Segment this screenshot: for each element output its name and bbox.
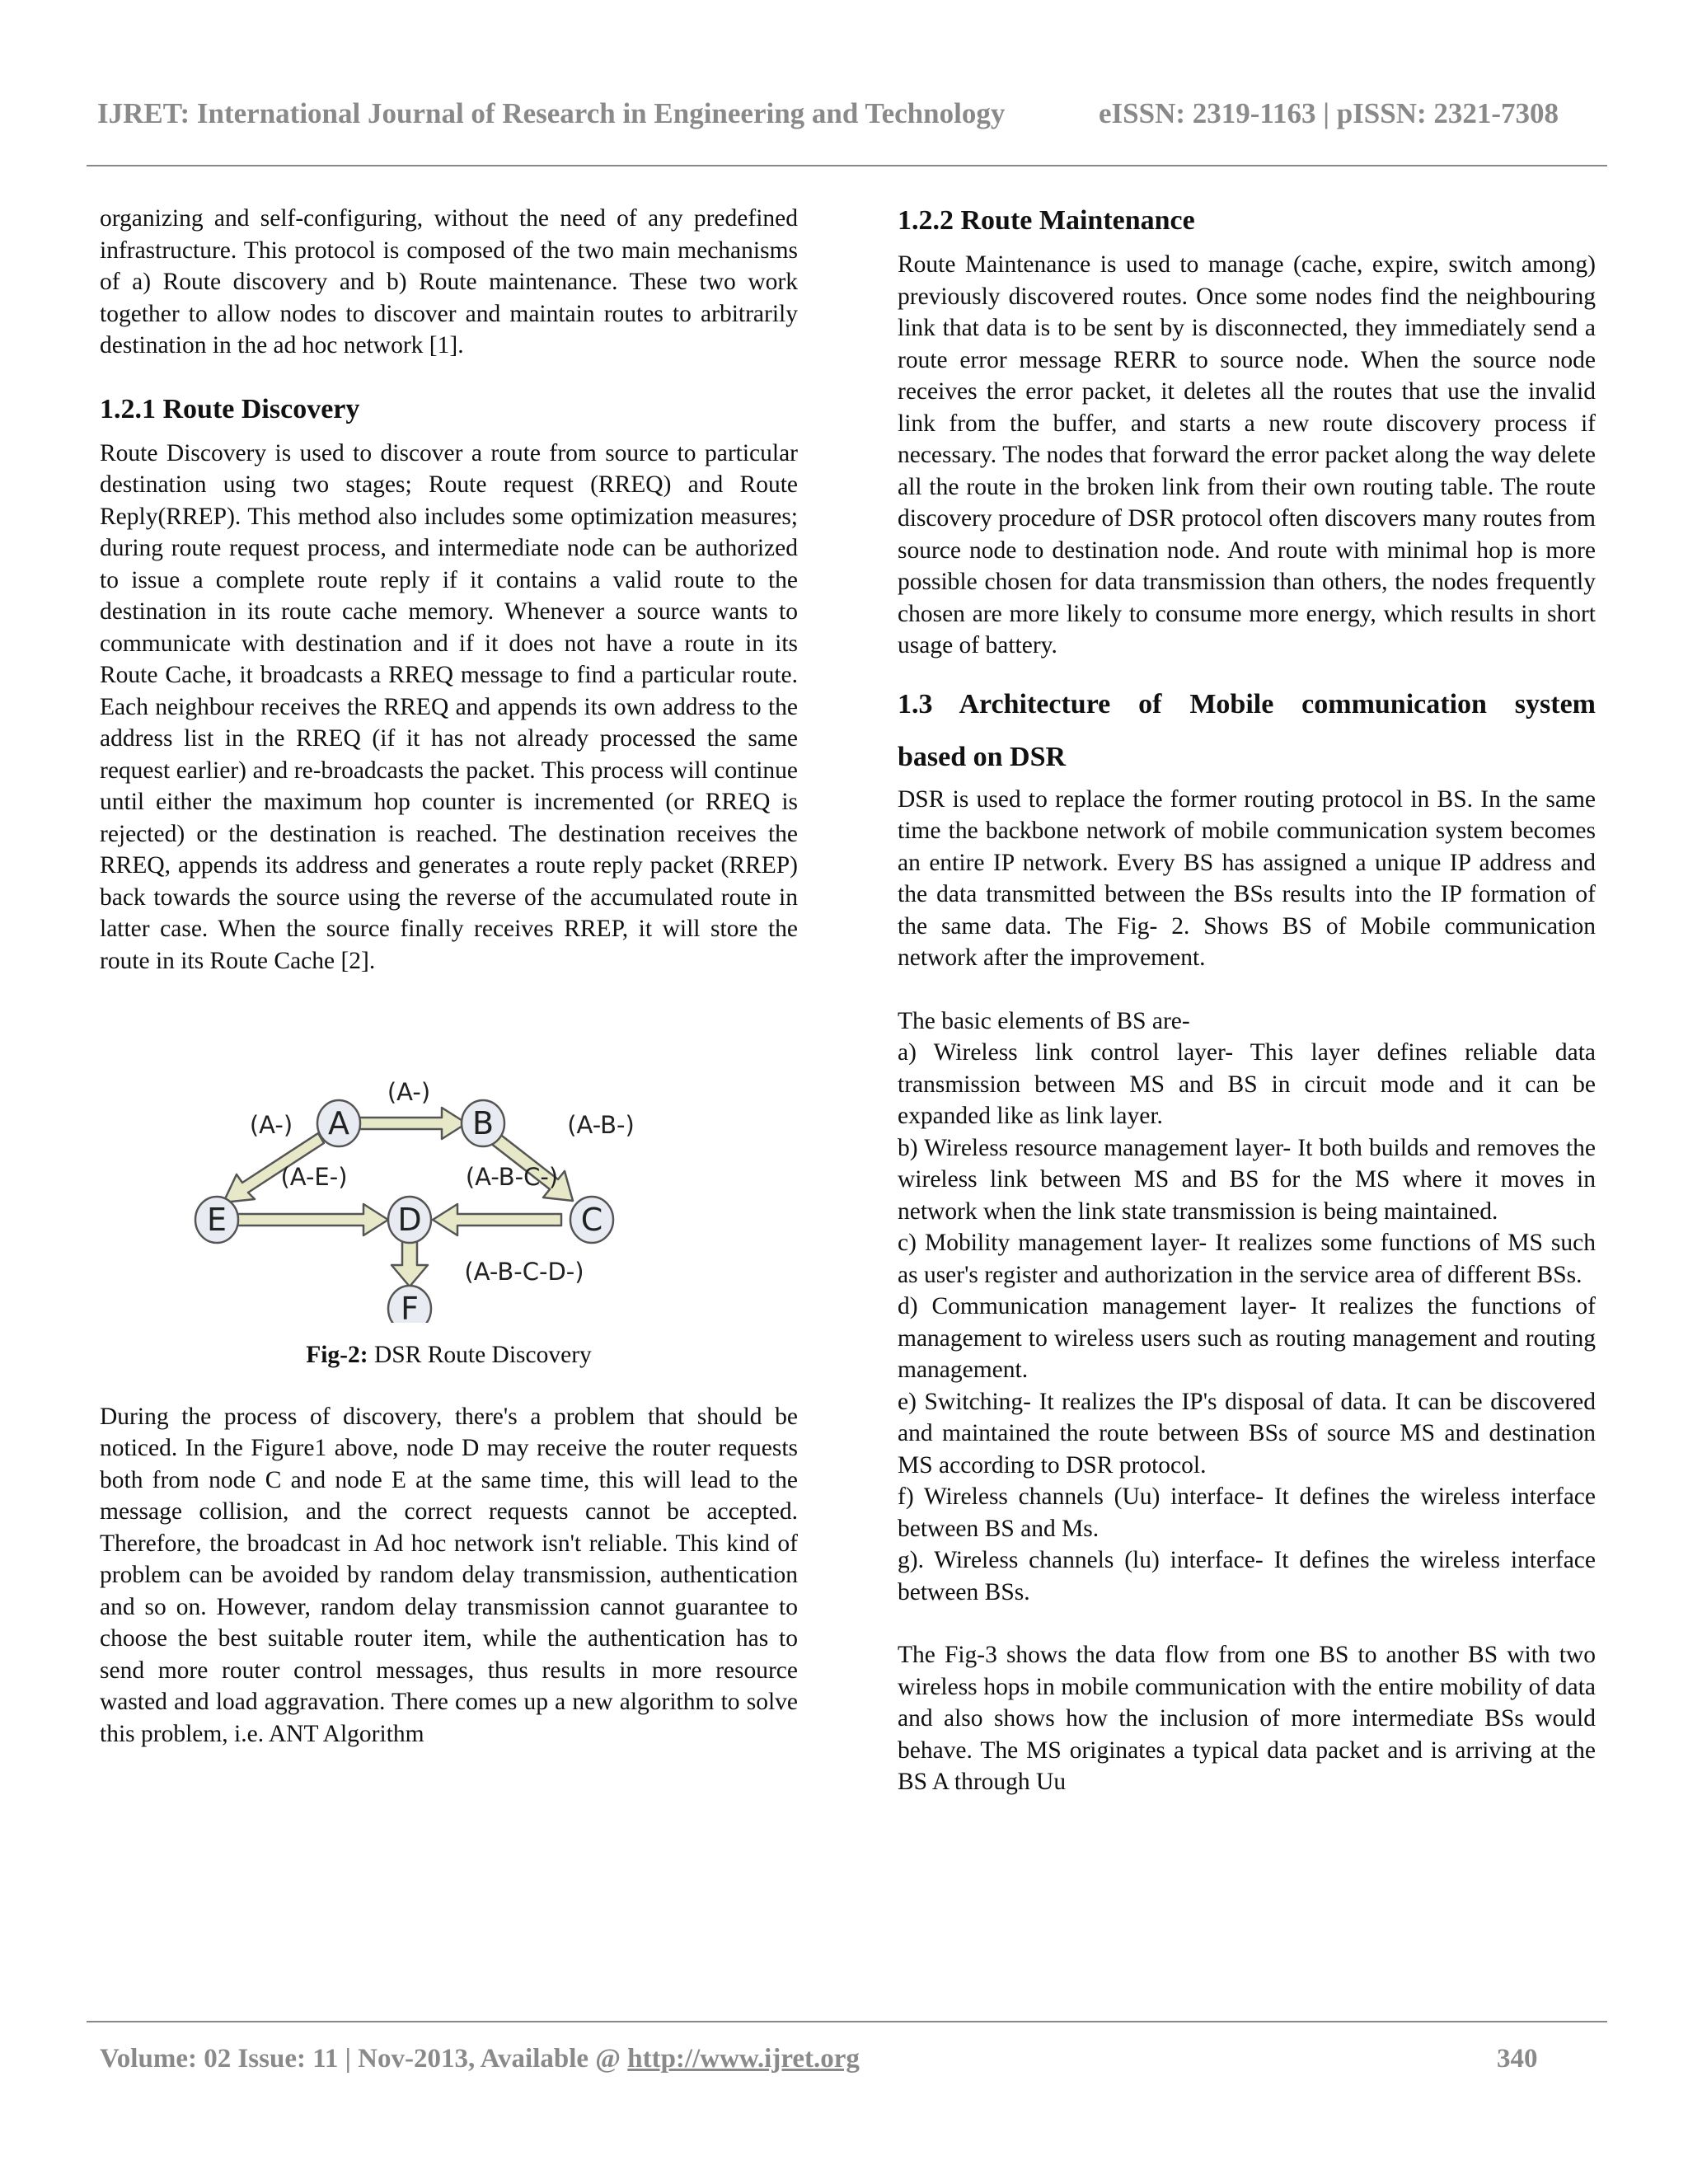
- route-maintenance-paragraph: Route Maintenance is used to manage (cache, expire, switch among) previously discovered routes. Once some nodes find the neighbouring link that data is to be sent by is disconnected, they immediately send a route error message RERR to source node. When the source node receives the error packet, it deletes all the routes that use the invalid link from the buffer, and starts a new route discovery process if necessary. The nodes that forward the error packet along the way delete all the route in the broken link from their own routing table. The route discovery procedure of DSR protocol often discovers many routes from source node to destination node. And route with minimal hop is more possible chosen for data transmission than others, the nodes frequently chosen are more likely to consume more energy, which results in short usage of battery.: [898, 251, 1596, 658]
- elements-intro: The basic elements of BS are-: [898, 1007, 1190, 1034]
- running-header: [97, 97, 1597, 130]
- arrow-c-d: [433, 1204, 561, 1235]
- route-discovery-paragraph: Route Discovery is used to discover a route from source to particular destination using two stages; Route request (RREQ) and Route Reply(RREP). This method also includes some optimization measures; during route request process, and intermediate node can be authorized to issue a complete route reply if it contains a valid route to the destination in its route cache memory. Whenever a source wants to communicate with destination and if it does not have a route in its Route Cache, it broadcasts a RREQ message to find a particular route. Each neighbour receives the RREQ and appends its own address to the address list in the RREQ (if it has not already processed the same request earlier) and re-broadcasts the packet. This process will continue until either the maximum hop counter is incremented (or RREQ is rejected) or the destination is reached. The destination receives the RREQ, appends its address and generates a route reply packet (RREP) back towards the source using the reverse of the accumulated route in latter case. When the source finally receives RREP, it will store the route in its Route Cache [2].: [100, 439, 798, 974]
- edge-label-c-d: (A-B-C-): [465, 1163, 559, 1191]
- footer-rule: [87, 2021, 1607, 2022]
- node-c-label: C: [580, 1202, 603, 1238]
- heading-route-maintenance: 1.2.2 Route Maintenance: [898, 205, 1195, 236]
- issn-info: eISSN: 2319-1163 | pISSN: 2321-7308: [1099, 97, 1559, 129]
- heading-route-discovery: 1.2.1 Route Discovery: [100, 393, 360, 424]
- journal-link[interactable]: http://www.ijret.org: [627, 2044, 860, 2074]
- running-footer: [100, 2044, 1600, 2074]
- caption-text: DSR Route Discovery: [368, 1342, 592, 1368]
- node-f-label: F: [401, 1291, 419, 1323]
- element-item: f) Wireless channels (Uu) interface- It defines the wireless interface between BS and Ms.: [898, 1483, 1596, 1542]
- element-item: g). Wireless channels (lu) interface- It defines the wireless interface between BSs.: [898, 1547, 1596, 1605]
- volume-info: Volume: 02 Issue: 11 | Nov-2013, Available @: [100, 2044, 628, 2074]
- heading-architecture-line1: 1.3 Architecture of Mobile communication system: [898, 688, 1596, 719]
- header-rule: [87, 165, 1607, 166]
- fig3-paragraph: The Fig-3 shows the data flow from one BS to another BS with two wireless hops in mobile communication with the entire mobility of data and also shows how the inclusion of more intermediate BSs would behave. The MS originates a typical data packet and is arriving at the BS A through Uu: [898, 1642, 1596, 1795]
- problem-paragraph: During the process of discovery, there's a problem that should be noticed. In the Figure1 above, node D may receive the router requests both from node C and node E at the same time, this will lead to the message collision, and the correct requests cannot be accepted. Therefore, the broadcast in Ad hoc network isn't reliable. This kind of problem can be avoided by random delay transmission, authentication and so on. However, random delay transmission cannot guarantee to choose the best suitable router item, while the authentication has to send more router control messages, thus results in more resource wasted and load aggravation. There comes up a new algorithm to solve this problem, i.e. ANT Algorithm: [100, 1403, 798, 1747]
- left-column: [100, 203, 798, 1750]
- architecture-paragraph: DSR is used to replace the former routing protocol in BS. In the same time the backbone network of mobile communication system becomes an entire IP network. Every BS has assigned a unique IP address and the data transmitted between the BSs results into the IP formation of the same data. The Fig- 2. Shows BS of Mobile communication network after the improvement.: [898, 785, 1596, 971]
- heading-architecture: [898, 678, 1596, 784]
- arrow-a-b: [357, 1108, 467, 1139]
- node-e-label: E: [206, 1202, 227, 1238]
- element-item: e) Switching- It realizes the IP's disposal of data. It can be discovered and maintained the route between BSs of source MS and destination MS according to DSR protocol.: [898, 1388, 1596, 1479]
- dsr-route-discovery-figure: [100, 977, 798, 1339]
- element-item: c) Mobility management layer- It realizes some functions of MS such as user's register and authorization in the service area of different BSs.: [898, 1230, 1596, 1288]
- right-column: [898, 203, 1596, 1798]
- element-item: a) Wireless link control layer- This layer defines reliable data transmission between MS and BS in circuit mode and it can be expanded like as link layer.: [898, 1039, 1596, 1129]
- edge-label-d-f: (A-B-C-D-): [464, 1258, 584, 1286]
- edge-label-e-d: (A-E-): [280, 1163, 348, 1191]
- element-item: b) Wireless resource management layer- It both builds and removes the wireless link between MS and BS for the MS where it moves in network when the link state transmission is being maintained.: [898, 1134, 1596, 1225]
- edge-label-a-e: (A-): [249, 1111, 293, 1139]
- intro-paragraph: organizing and self-configuring, without the need of any predefined infrastructure. This protocol is composed of the two main mechanisms of a) Route discovery and b) Route maintenance. These two work together to allow nodes to discover and maintain routes to arbitrarily destination in the ad hoc network [1].: [100, 205, 798, 359]
- node-b-label: B: [471, 1105, 495, 1141]
- figure-caption: [100, 1339, 798, 1371]
- heading-architecture-line2: based on DSR: [898, 741, 1067, 772]
- node-d-label: D: [397, 1202, 422, 1238]
- node-a-label: A: [328, 1105, 349, 1141]
- page-number: 340: [1497, 2044, 1538, 2074]
- edge-label-a-b: (A-): [387, 1078, 431, 1106]
- caption-label: Fig-2:: [306, 1342, 368, 1368]
- edge-label-b-c: (A-B-): [567, 1111, 635, 1139]
- element-item: d) Communication management layer- It realizes the functions of management to wireless users such as routing management and routing management.: [898, 1293, 1596, 1383]
- route-discovery-diagram: [149, 993, 743, 1323]
- journal-title: IJRET: International Journal of Research in Engineering and Technology: [97, 97, 1006, 129]
- arrow-e-d: [236, 1204, 388, 1235]
